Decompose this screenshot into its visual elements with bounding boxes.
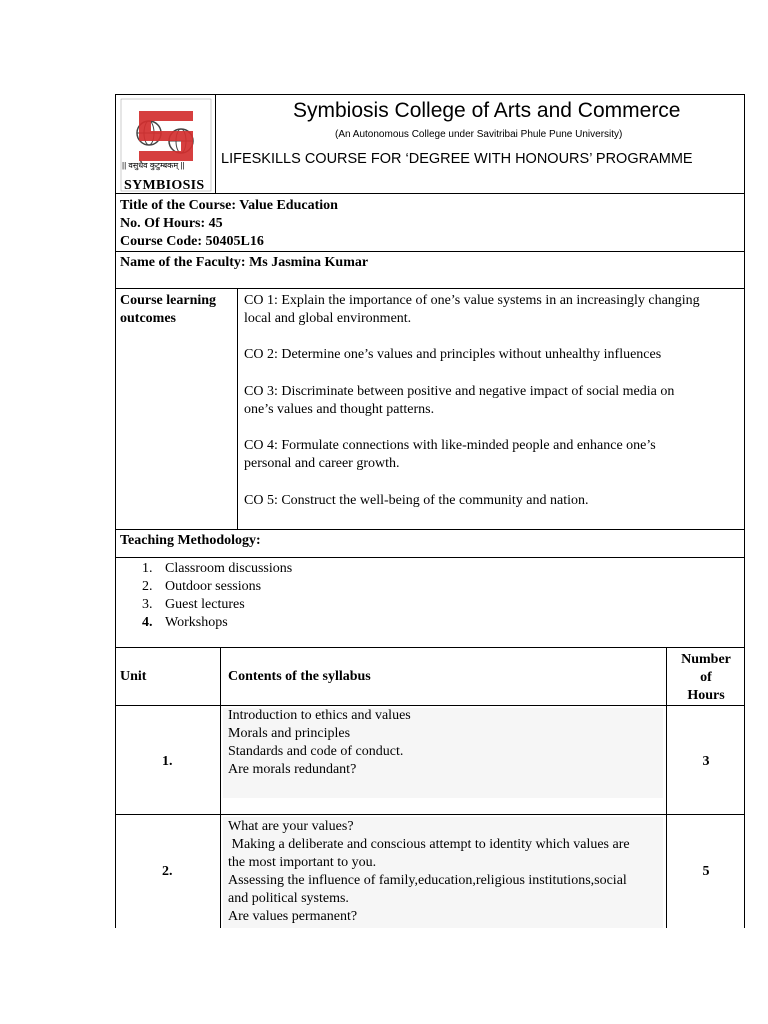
methodology-num: 1. [142, 561, 153, 576]
col-header-unit: Unit [120, 669, 147, 684]
course-code: Course Code: 50405L16 [120, 234, 264, 249]
co5-text: CO 5: Construct the well-being of the community and nation. [244, 493, 589, 508]
co3-text: CO 3: Discriminate between positive and negative impact of social media on [244, 384, 675, 399]
co4-text: CO 4: Formulate connections with like-minded people and enhance one’s [244, 438, 656, 453]
row-divider [115, 193, 745, 194]
col-header-hours-2: of [700, 670, 712, 685]
syllabus-col-divider [220, 647, 221, 928]
unit-content-line: Are values permanent? [228, 909, 358, 924]
unit-content-line: Introduction to ethics and values [228, 708, 411, 723]
co3-text-2: one’s values and thought patterns. [244, 402, 435, 417]
unit-hours: 5 [702, 864, 710, 879]
methodology-num: 2. [142, 579, 153, 594]
methodology-heading: Teaching Methodology: [120, 533, 261, 548]
course-title: Title of the Course: Value Education [120, 198, 338, 213]
course-hours: No. Of Hours: 45 [120, 216, 223, 231]
co1-text-2: local and global environment. [244, 311, 412, 326]
unit-content-line: Making a deliberate and conscious attempt to identity which values are [228, 837, 630, 852]
co4-text-2: personal and career growth. [244, 456, 400, 471]
col-header-hours: Number [681, 652, 731, 667]
row-divider [115, 705, 745, 706]
row-divider [115, 529, 745, 530]
methodology-item: Classroom discussions [165, 561, 293, 576]
outcomes-divider [237, 288, 238, 529]
unit-content-line: Standards and code of conduct. [228, 744, 404, 759]
college-name: Symbiosis College of Arts and Commerce [293, 99, 681, 122]
unit-number: 2. [162, 864, 173, 879]
methodology-item: Outdoor sessions [165, 579, 262, 594]
methodology-item: Guest lectures [165, 597, 245, 612]
unit-hours: 3 [702, 754, 710, 769]
unit-content-line: What are your values? [228, 819, 354, 834]
logo-motto: || वसुधैव कुटुम्बकम् || [122, 161, 185, 170]
faculty-name: Name of the Faculty: Ms Jasmina Kumar [120, 255, 369, 270]
row-divider [115, 557, 745, 558]
row-divider [115, 814, 745, 815]
logo-label: SYMBIOSIS [124, 178, 205, 193]
header-divider [215, 94, 216, 193]
programme-title: LIFESKILLS COURSE FOR ‘DEGREE WITH HONOURS’ PROGRAMME [221, 151, 693, 167]
unit-content-line: Assessing the influence of family,education,religious institutions,social [228, 873, 627, 888]
unit-content-line: the most important to you. [228, 855, 377, 870]
unit-content-line: and political systems. [228, 891, 349, 906]
affiliation: (An Autonomous College under Savitribai Phule Pune University) [335, 129, 623, 140]
unit-content-line: Are morals redundant? [228, 762, 357, 777]
row-divider [115, 251, 745, 252]
co1-text: CO 1: Explain the importance of one’s value systems in an increasingly changing [244, 293, 700, 308]
row-divider [115, 647, 745, 648]
unit-number: 1. [162, 754, 173, 769]
methodology-item: Workshops [165, 615, 228, 630]
row-divider [115, 288, 745, 289]
unit-content-line: Morals and principles [228, 726, 351, 741]
col-header-hours-3: Hours [687, 688, 725, 703]
col-header-contents: Contents of the syllabus [228, 669, 371, 684]
outcomes-label-2: outcomes [120, 311, 176, 326]
methodology-num: 3. [142, 597, 153, 612]
co2-text: CO 2: Determine one’s values and principles without unhealthy influences [244, 347, 662, 362]
outcomes-label: Course learning [120, 293, 217, 308]
methodology-num: 4. [142, 615, 153, 630]
